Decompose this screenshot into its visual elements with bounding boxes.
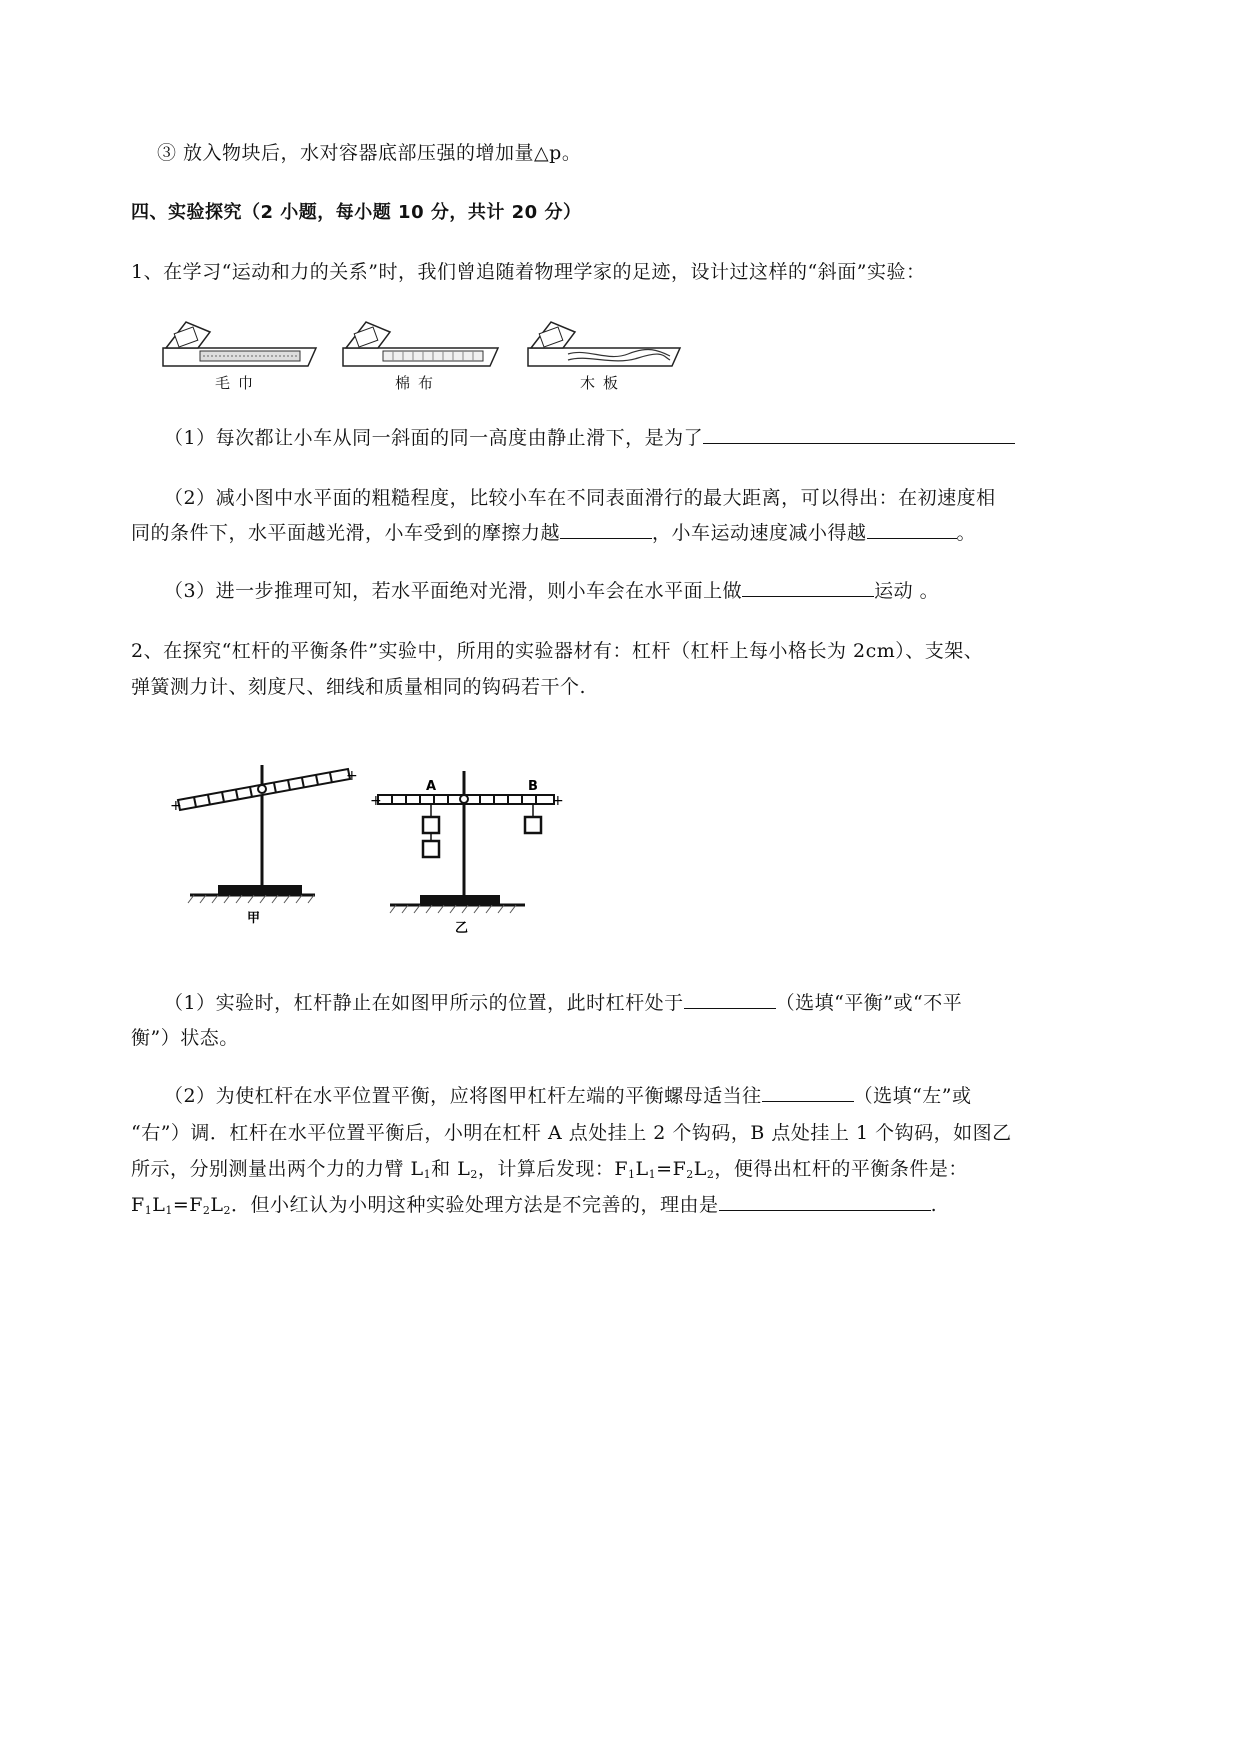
incline-cotton-surface	[343, 322, 498, 366]
problem2-q2-line4-text-b: ．但小红认为小明这种实验处理方法是不完善的，理由是	[231, 1194, 719, 1216]
problem1-q2-line1: （2）减小图中水平面的粗糙程度，比较小车在不同表面滑行的最大距离，可以得出：在初速度相	[164, 487, 996, 509]
label-wood: 木板	[580, 374, 627, 392]
q3-item: ③ 放入物块后，水对容器底部压强的增加量△p。	[157, 142, 582, 164]
problem2-q2-line1	[164, 1083, 972, 1109]
answer-blank[interactable]	[867, 520, 957, 539]
problem1-q1	[164, 425, 1015, 451]
svg-text:+: +	[552, 793, 564, 809]
point-a-label: A	[426, 779, 437, 794]
problem1-q2-line2	[131, 520, 976, 546]
problem2-q2-line2: “右”）调．杠杆在水平位置平衡后，小明在杠杆 A 点处挂上 2 个钩码，B 点处挂上 1 个钩码，如图乙	[131, 1122, 1012, 1144]
problem2-intro-line1: 2、在探究“杠杆的平衡条件”实验中，所用的实验器材有：杠杆（杠杆上每小格长为 2cm）、支架、	[131, 640, 984, 662]
label-towel: 毛巾	[215, 374, 262, 392]
formula-letter: F	[672, 1158, 687, 1180]
formula-letter: L	[693, 1158, 707, 1180]
formula-letter: L	[210, 1194, 224, 1216]
problem2-q2-text-a: （2）为使杠杆在水平位置平衡，应将图甲杠杆左端的平衡螺母适当往	[164, 1085, 762, 1107]
problem1-q2-text-b: ，小车运动速度减小得越	[652, 522, 867, 544]
problem1-q1-text: （1）每次都让小车从同一斜面的同一高度由静止滑下，是为了	[164, 427, 704, 449]
problem1-q3-text-b: 运动 。	[874, 580, 940, 602]
figure-jia-label: 甲	[247, 911, 261, 926]
subscript: 1	[628, 1168, 636, 1181]
problem2-q2-line3-text-c: ，计算后发现：F	[477, 1158, 629, 1180]
problem1-q2-end: 。	[956, 522, 977, 544]
incline-towel-surface	[163, 322, 316, 366]
answer-blank[interactable]	[719, 1192, 931, 1211]
problem2-q1-text-a: （1）实验时，杠杆静止在如图甲所示的位置，此时杠杆处于	[164, 992, 684, 1014]
problem1-q2-text-a: 同的条件下，水平面越光滑，小车受到的摩擦力越	[131, 522, 561, 544]
formula-letter: L	[635, 1158, 649, 1180]
problem2-q2-line3-text-a: 所示，分别测量出两个力的力臂 L	[131, 1158, 424, 1180]
lever-jia	[170, 765, 358, 903]
answer-blank[interactable]	[703, 425, 1015, 444]
problem2-q2-line4	[131, 1192, 937, 1218]
label-cotton: 棉布	[395, 374, 442, 392]
subscript: 1	[423, 1168, 432, 1181]
answer-blank[interactable]	[684, 990, 776, 1009]
figure-yi-label: 乙	[455, 921, 469, 936]
subscript: 1	[648, 1168, 657, 1181]
problem2-q2-line4-text-a: F	[131, 1194, 145, 1216]
problem2-q1-line2: 衡”）状态。	[131, 1027, 239, 1049]
problem2-intro-line2: 弹簧测力计、刻度尺、细线和质量相同的钩码若干个.	[131, 676, 587, 698]
problem1-intro: 1、在学习“运动和力的关系”时，我们曾追随着物理学家的足迹，设计过这样的“斜面”实验：	[131, 261, 926, 283]
problem2-q2-line3	[131, 1156, 968, 1182]
problem2-q1-line1	[164, 990, 962, 1016]
subscript: 2	[223, 1204, 232, 1217]
answer-blank[interactable]	[742, 578, 874, 597]
subscript: 2	[202, 1204, 211, 1217]
svg-text:+: +	[370, 793, 382, 809]
answer-blank[interactable]	[762, 1083, 854, 1102]
incline-wood-surface	[528, 322, 680, 366]
point-b-label: B	[528, 779, 538, 794]
formula-letter: F	[189, 1194, 203, 1216]
formula-equals: =	[656, 1158, 673, 1180]
subscript: 1	[165, 1204, 173, 1217]
problem1-q3-text-a: （3）进一步推理可知，若水平面绝对光滑，则小车会在水平面上做	[164, 580, 743, 602]
problem2-q1-text-b: （选填“平衡”或“不平	[775, 992, 963, 1014]
svg-text:+: +	[346, 768, 358, 784]
problem2-q2-line4-end: .	[930, 1194, 938, 1216]
formula-equals: =	[172, 1194, 190, 1216]
subscript: 2	[470, 1168, 478, 1181]
svg-text:+: +	[170, 798, 182, 814]
problem1-q3	[164, 578, 939, 604]
problem2-q2-line3-text-b: 和 L	[431, 1158, 471, 1180]
subscript: 2	[706, 1168, 715, 1181]
formula-letter: L	[152, 1194, 166, 1216]
answer-blank[interactable]	[560, 520, 652, 539]
subscript: 2	[686, 1168, 694, 1181]
subscript: 1	[144, 1204, 153, 1217]
lever-experiment-figure	[170, 755, 570, 945]
problem2-q2-line3-text-d: ，便得出杠杆的平衡条件是：	[714, 1158, 968, 1180]
section-heading: 四、实验探究（2 小题，每小题 10 分，共计 20 分）	[131, 202, 582, 223]
problem2-q2-text-b: （选填“左”或	[853, 1085, 972, 1107]
